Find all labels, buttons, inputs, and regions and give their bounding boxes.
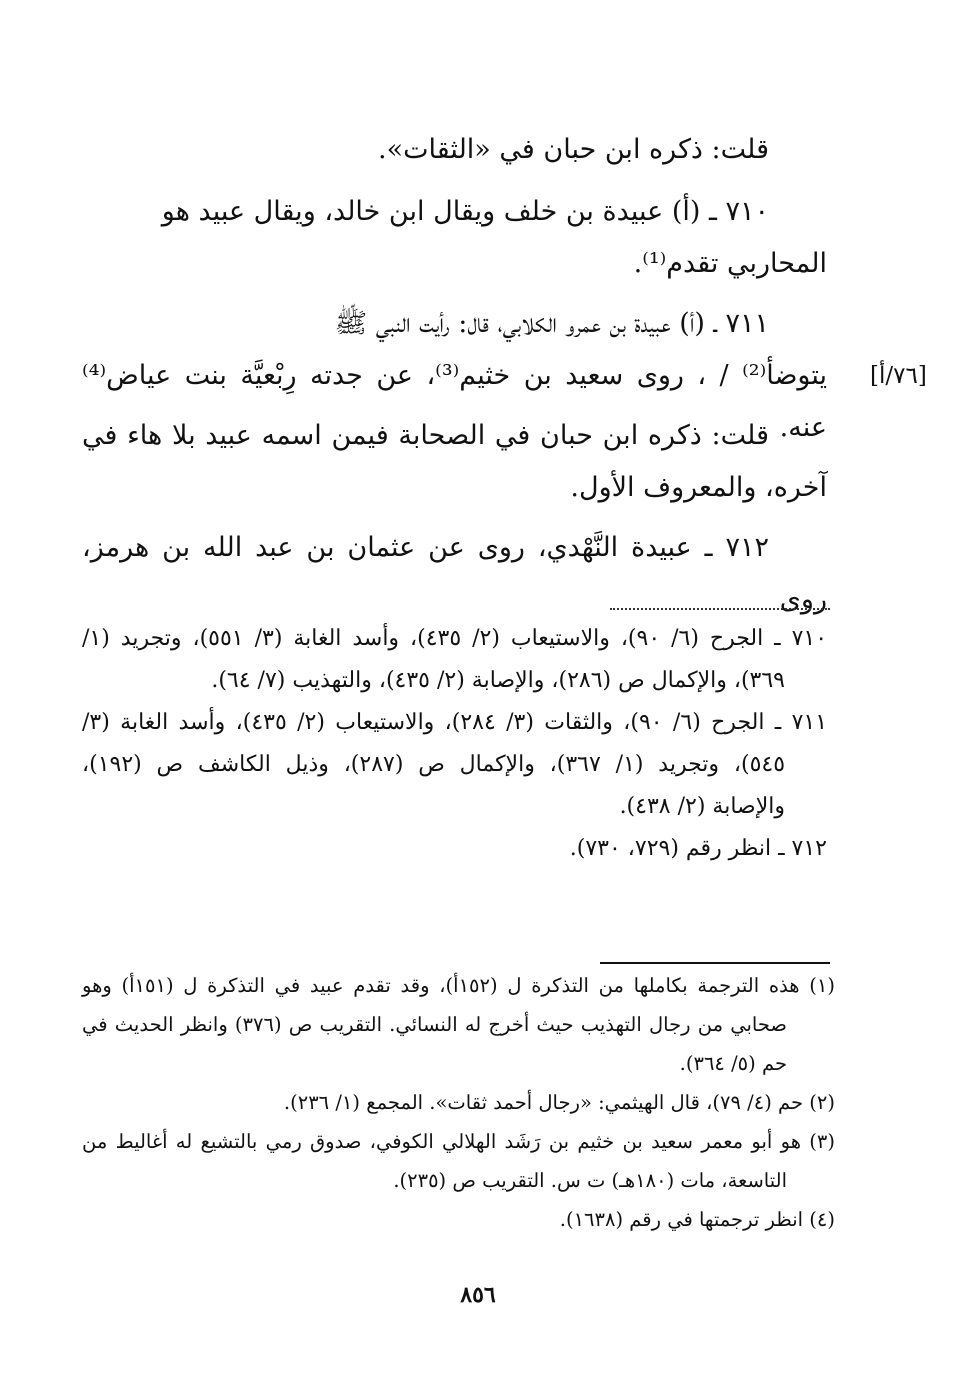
reference-712: ٧١٢ ـ انظر رقم (٧٢٩، ٧٣٠). — [569, 836, 827, 861]
dotted-separator — [610, 608, 830, 610]
entry-710 — [82, 186, 827, 290]
entry-712 — [82, 522, 827, 626]
footnote-1: (١) هذه الترجمة بكاملها من التذكرة ل (١٥٢أ)، وقد تقدم عبيد في التذكرة ل (١٥١أ) وهو صحابي من رجال التهذيب حيث أخرج له النسائي. التقريب ص (٣٧٦) وانظر الحديث في حم (٥/ ٣٦٤). — [82, 974, 835, 1075]
footnote-2: (٢) حم (٤/ ٧٩)، قال الهيثمي: «رجال أحمد ثقات». المجمع (١/ ٢٣٦). — [283, 1091, 835, 1114]
body-paragraph-note-ibn-hibban — [82, 124, 827, 176]
body-text: قلت: ذكره ابن حبان في «الثقات». — [378, 134, 769, 165]
references-block — [82, 618, 827, 870]
footnotes-block — [82, 966, 835, 1239]
body-text: قلت: ذكره ابن حبان في الصحابة فيمن اسمه عبيد بلا هاء في آخره، والمعروف الأول. — [82, 420, 827, 503]
footnote-4: (٤) انظر ترجمتها في رقم (١٦٣٨). — [559, 1208, 835, 1231]
page-number: ٨٥٦ — [460, 1282, 496, 1308]
reference-711: ٧١١ ـ الجرح (٦/ ٩٠)، والثقات (٣/ ٢٨٤)، والاستيعاب (٢/ ٤٣٥)، وأسد الغابة (٣/ ٥٤٥)، وتجريد (١/ ٣٦٧)، والإكمال ص (٢٨٧)، وذيل الكاشف ص (١٩٢)، والإصابة (٢/ ٤٣٨). — [82, 710, 828, 819]
footnote-separator — [600, 962, 830, 964]
entry-710-line-1: ٧١٠ ـ (أ) عبيدة بن خلف ويقال ابن خالد، ويقال عبيد هو — [161, 196, 769, 227]
reference-710: ٧١٠ ـ الجرح (٦/ ٩٠)، والاستيعاب (٢/ ٤٣٥)، وأسد الغابة (٣/ ٥٥١)، وتجريد (١/ ٣٦٩)، والإكمال ص (٢٨٦)، والإصابة (٢/ ٤٣٥)، والتهذيب (٧/ ٦٤). — [82, 626, 828, 693]
entry-710-line-2: المحاربي تقدم⁽¹⁾. — [633, 248, 827, 279]
footnote-3: (٣) هو أبو معمر سعيد بن خثيم بن رَشَد الهلالي الكوفي، صدوق رمي بالتشيع له أغاليط من التاسعة، مات (١٨٠هـ) ت س. التقريب ص (٢٣٥). — [82, 1130, 835, 1192]
manuscript-folio-marker: [٧٦/أ] — [870, 363, 927, 389]
entry-711-line-1: ٧١١ ـ (أ) عبيدة بن عمرو الكلابي، قال: رأيت النبي ﷺ — [334, 308, 769, 339]
body-paragraph-sahaba-note — [82, 410, 827, 514]
entry-711-line-2: يتوضأ⁽²⁾ / ، روى سعيد بن خثيم⁽³⁾، عن جدته رِبْعيَّة بنت عياض⁽⁴⁾ عنه. — [82, 360, 827, 443]
entry-712-line-1: ٧١٢ ـ عبيدة النَّهْدي، روى عن عثمان بن عبد الله بن هرمز، روى — [82, 532, 827, 615]
